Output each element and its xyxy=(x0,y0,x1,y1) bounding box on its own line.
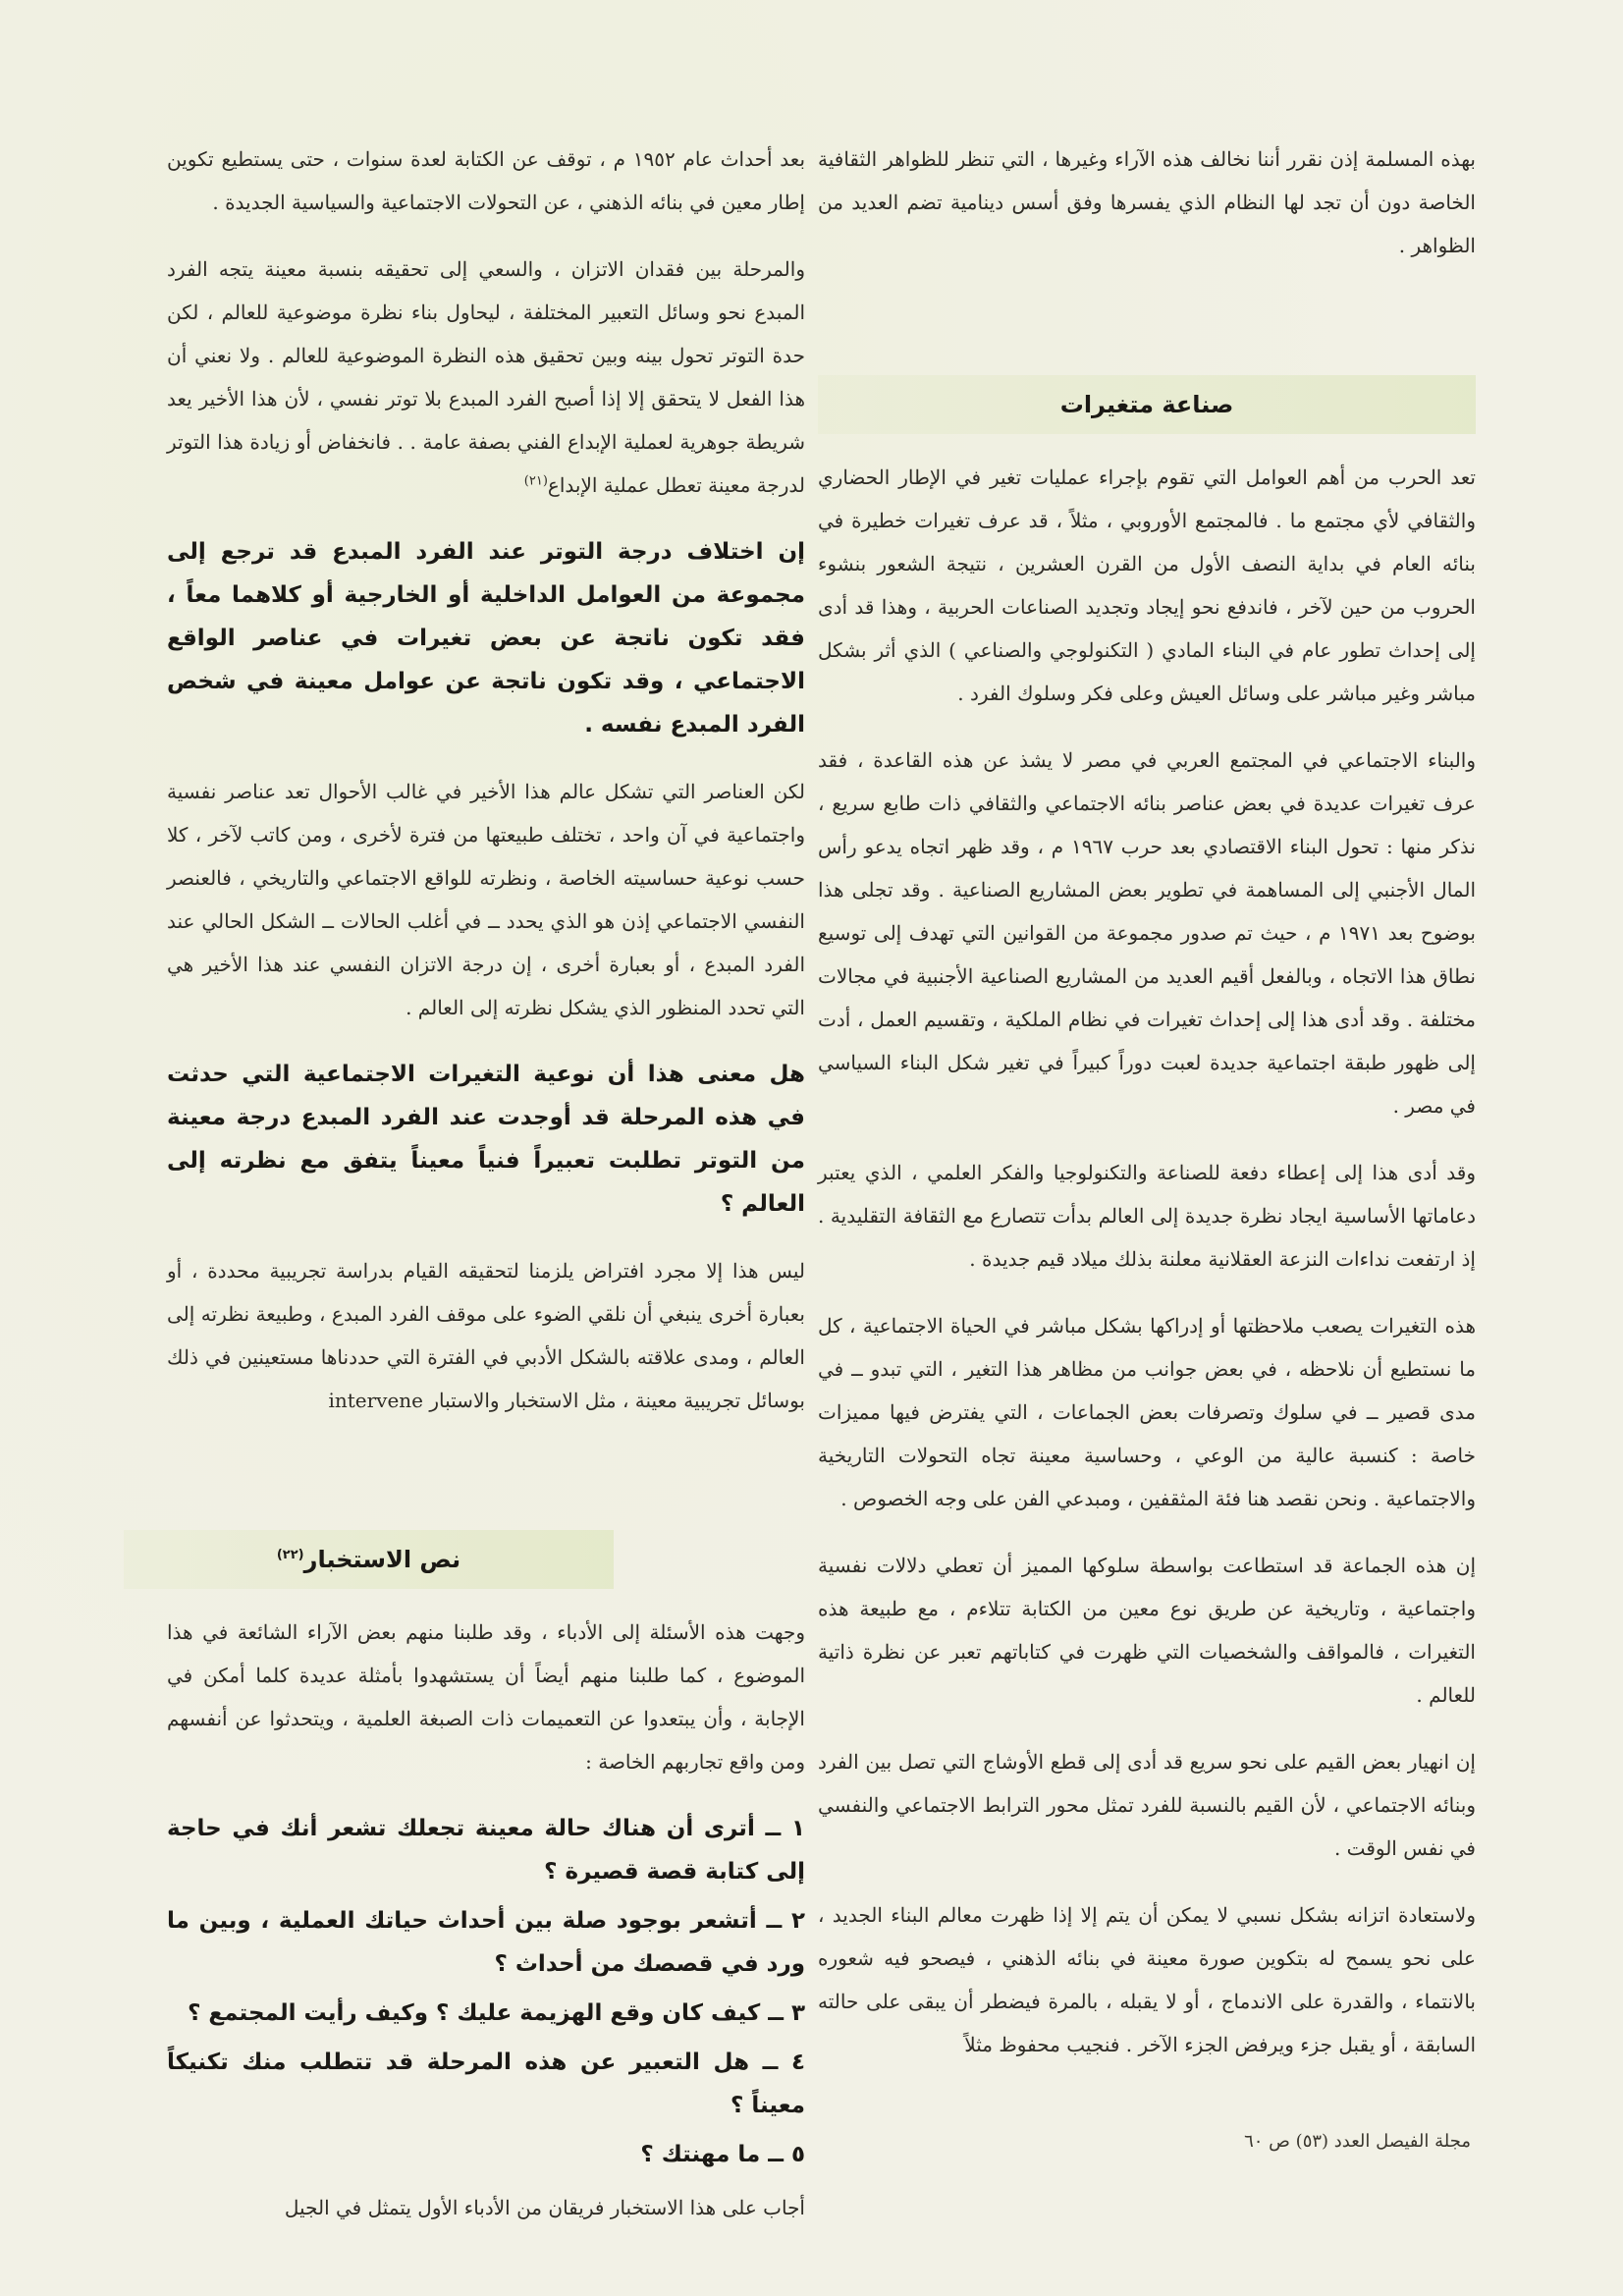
paragraph-text: والمرحلة بين فقدان الاتزان ، والسعي إلى تحقيقه بنسبة معينة يتجه الفرد المبدع نحو وسائل التعبير المختلفة ، ليحاول بناء نظرة موضوعية للعالم ، لكن حدة التوتر تحول بينه وبين تحقيق هذه النظرة الموضوعية للعالم . ولا نعني أن هذا الفعل لا يتحقق إلا إذا أصبح الفرد المبدع بلا توتر نفسي ، لأن هذا الأخير يعد شريطة جوهرية لعملية الإبداع الفني بصفة عامة . . فانخفاض أو زيادة هذا التوتر لدرجة معينة تعطل عملية الإبداع xyxy=(167,257,805,497)
paragraph: إن انهيار بعض القيم على نحو سريع قد أدى إلى قطع الأوشاج التي تصل بين الفرد وبنائه الاجتماعي ، لأن القيم بالنسبة للفرد تمثل محور الترابط الاجتماعي والنفسي في نفس الوقت . xyxy=(818,1750,1476,1860)
bold-question-paragraph: هل معنى هذا أن نوعية التغيرات الاجتماعية التي حدثت في هذه المرحلة قد أوجدت عند الفرد المبدع درجة معينة من التوتر تطلبت تعبيراً فنياً معيناً يتفق مع نظرته إلى العالم ؟ xyxy=(167,1062,805,1217)
paragraph: تعد الحرب من أهم العوامل التي تقوم بإجراء عمليات تغير في الإطار الحضاري والثقافي لأي مجتمع ما . فالمجتمع الأوروبي ، مثلاً ، قد عرف تغيرات خطيرة في بنائه العام في بداية النصف الأول من القرن العشرين ، نتيجة الشعور بنشوء الحروب من حين لآخر ، فاندفع نحو إيجاد وتجديد الصناعات الحربية ، وهذا قد أدى إلى إحداث تطور عام في البناء المادي ( التكنولوجي والصناعي ) الذي أثر بشكل مباشر وغير مباشر على وسائل العيش وعلى فكر وسلوك الفرد . xyxy=(818,465,1476,705)
paragraph: إن هذه الجماعة قد استطاعت بواسطة سلوكها المميز أن تعطي دلالات نفسية واجتماعية ، وتاريخية عن طريق نوع معين من الكتابة تتلاءم ، مع طبيعة هذه التغيرات ، فالمواقف والشخصيات التي ظهرت في كتاباتهم تعبر عن نظرة ذاتية للعالم . xyxy=(818,1554,1476,1707)
paragraph: بعد أحداث عام ١٩٥٢ م ، توقف عن الكتابة لعدة سنوات ، حتى يستطيع تكوين إطار معين في بنائه الذهني ، عن التحولات الاجتماعية والسياسية الجديدة . xyxy=(167,147,806,214)
paragraph: والبناء الاجتماعي في المجتمع العربي في مصر لا يشذ عن هذه القاعدة ، فقد عرف تغيرات عديدة في بعض عناصر بنائه الاجتماعي والثقافي ذات طابع سريع ، نذكر منها : تحول البناء الاقتصادي بعد حرب ١٩٦٧ م ، وقد ظهر اتجاه يدعو رأس المال الأجنبي إلى المساهمة في تطوير بعض المشاريع الصناعية . وقد تجلى هذا بوضوح بعد ١٩٧١ م ، حيث تم صدور مجموعة من القوانين التي تهدف إلى توسيع نطاق هذا الاتجاه ، وبالفعل أقيم العديد من المشاريع الصناعية الأجنبية في مجالات مختلفة . وقد أدى هذا إلى إحداث تغيرات في نظام الملكية ، وتقسيم العمل ، أدت إلى ظهور طبقة اجتماعية جديدة لعبت دوراً كبيراً في تغير شكل البناء السياسي في مصر . xyxy=(818,748,1476,1118)
paragraph: وقد أدى هذا إلى إعطاء دفعة للصناعة والتكنولوجيا والفكر العلمي ، الذي يعتبر دعاماتها الأساسية ايجاد نظرة جديدة إلى العالم بدأت تتصارع مع الثقافة التقليدية . إذ ارتفعت نداءات النزعة العقلانية معلنة بذلك ميلاد قيم جديدة . xyxy=(818,1161,1476,1271)
list-item: ١ ــ أترى أن هناك حالة معينة تجعلك تشعر أنك في حاجة إلى كتابة قصة قصيرة ؟ xyxy=(167,1816,805,1885)
paragraph xyxy=(167,247,805,507)
list-item: ٣ ــ كيف كان وقع الهزيمة عليك ؟ وكيف رأيت المجتمع ؟ xyxy=(188,2000,805,2026)
right-column xyxy=(818,137,1476,2090)
paragraph: أجاب على هذا الاستخبار فريقان من الأدباء الأول يتمثل في الجيل xyxy=(284,2196,805,2219)
left-column xyxy=(167,137,805,2253)
section-heading-industry-variables: صناعة متغيرات xyxy=(818,375,1476,434)
paragraph: هذه التغيرات يصعب ملاحظتها أو إدراكها بشكل مباشر في الحياة الاجتماعية ، كل ما نستطيع أن نلاحظه ، في بعض جوانب من مظاهر هذا التغير ، التي تبدو ــ في مدى قصير ــ في سلوك وتصرفات بعض الجماعات ، التي يفترض فيها مميزات خاصة : كنسبة عالية من الوعي ، وحساسية معينة تجاه التحولات التاريخية والاجتماعية . ونحن نقصد هنا فئة المثقفين ، ومبدعي الفن على وجه الخصوص . xyxy=(818,1314,1476,1510)
list-item: ٤ ــ هل التعبير عن هذه المرحلة قد تتطلب منك تكنيكاً معيناً ؟ xyxy=(167,2050,805,2118)
bold-paragraph: إن اختلاف درجة التوتر عند الفرد المبدع قد ترجع إلى مجموعة من العوامل الداخلية أو الخارجية أو كلاهما معاً ، فقد تكون ناتجة عن بعض تغيرات في عناصر الواقع الاجتماعي ، وقد تكون ناتجة عن عوامل معينة في شخص الفرد المبدع نفسه . xyxy=(167,539,805,738)
page-footer: مجلة الفيصل العدد (٥٣) ص ٦٠ xyxy=(1244,2131,1471,2152)
footnote-ref: (٢١) xyxy=(523,473,548,489)
question-list xyxy=(167,1807,805,2176)
paragraph: ليس هذا إلا مجرد افتراض يلزمنا لتحقيقه القيام بدراسة تجريبية محددة ، أو بعبارة أخرى ينبغي أن نلقي الضوء على موقف الفرد المبدع ، وطبيعة نظرته إلى العالم ، ومدى علاقته بالشكل الأدبي في الفترة التي حددناها مستعينين في ذلك بوسائل تجريبية معينة ، مثل الاستخبار والاستبار intervene xyxy=(167,1259,805,1412)
section-heading-questionnaire xyxy=(124,1530,614,1589)
paragraph: لكن العناصر التي تشكل عالم هذا الأخير في غالب الأحوال تعد عناصر نفسية واجتماعية في آن واحد ، تختلف طبيعتها من فترة لأخرى ، ومن كاتب لآخر ، كلا حسب نوعية حساسيته الخاصة ، ونظرته للواقع الاجتماعي والتاريخي ، فالعنصر النفسي الاجتماعي إذن هو الذي يحدد ــ في أغلب الحالات ــ الشكل الحالي عند الفرد المبدع ، أو بعبارة أخرى ، إن درجة الاتزان النفسي عند هذا الأخير هي التي تحدد المنظور الذي يشكل نظرته إلى العالم . xyxy=(167,780,805,1019)
paragraph: ولاستعادة اتزانه بشكل نسبي لا يمكن أن يتم إلا إذا ظهرت معالم البناء الجديد ، على نحو يسمح له بتكوين صورة معينة في بنائه الذهني ، فيصحو فيه شعوره بالانتماء ، والقدرة على الاندماج ، أو لا يقبله ، بالمرة فيضطر أن يبقى على حالته السابقة ، أو يقبل جزء ويرفض الجزء الآخر . فنجيب محفوظ مثلاً xyxy=(818,1903,1476,2056)
intro-paragraph: بهذه المسلمة إذن نقرر أننا نخالف هذه الآراء وغيرها ، التي تنظر للظواهر الثقافية الخاصة دون أن تجد لها النظام الذي يفسرها وفق أسس دينامية تضم العديد من الظواهر . xyxy=(818,147,1476,257)
list-item: ٥ ــ ما مهنتك ؟ xyxy=(640,2142,805,2167)
list-item: ٢ ــ أتشعر بوجود صلة بين أحداث حياتك العملية ، وبين ما ورد في قصصك من أحداث ؟ xyxy=(167,1908,805,1977)
paragraph: وجهت هذه الأسئلة إلى الأدباء ، وقد طلبنا منهم بعض الآراء الشائعة في هذا الموضوع ، كما طلبنا منهم أيضاً أن يستشهدوا بأمثلة عديدة كلما أمكن في الإجابة ، وأن يبتعدوا عن التعميمات ذات الصبغة العلمية ، ويتحدثوا عن أنفسهم ومن واقع تجاربهم الخاصة : xyxy=(167,1620,805,1774)
heading-text: نص الاستخبار xyxy=(303,1546,461,1573)
footnote-ref: (٢٢) xyxy=(276,1548,304,1562)
